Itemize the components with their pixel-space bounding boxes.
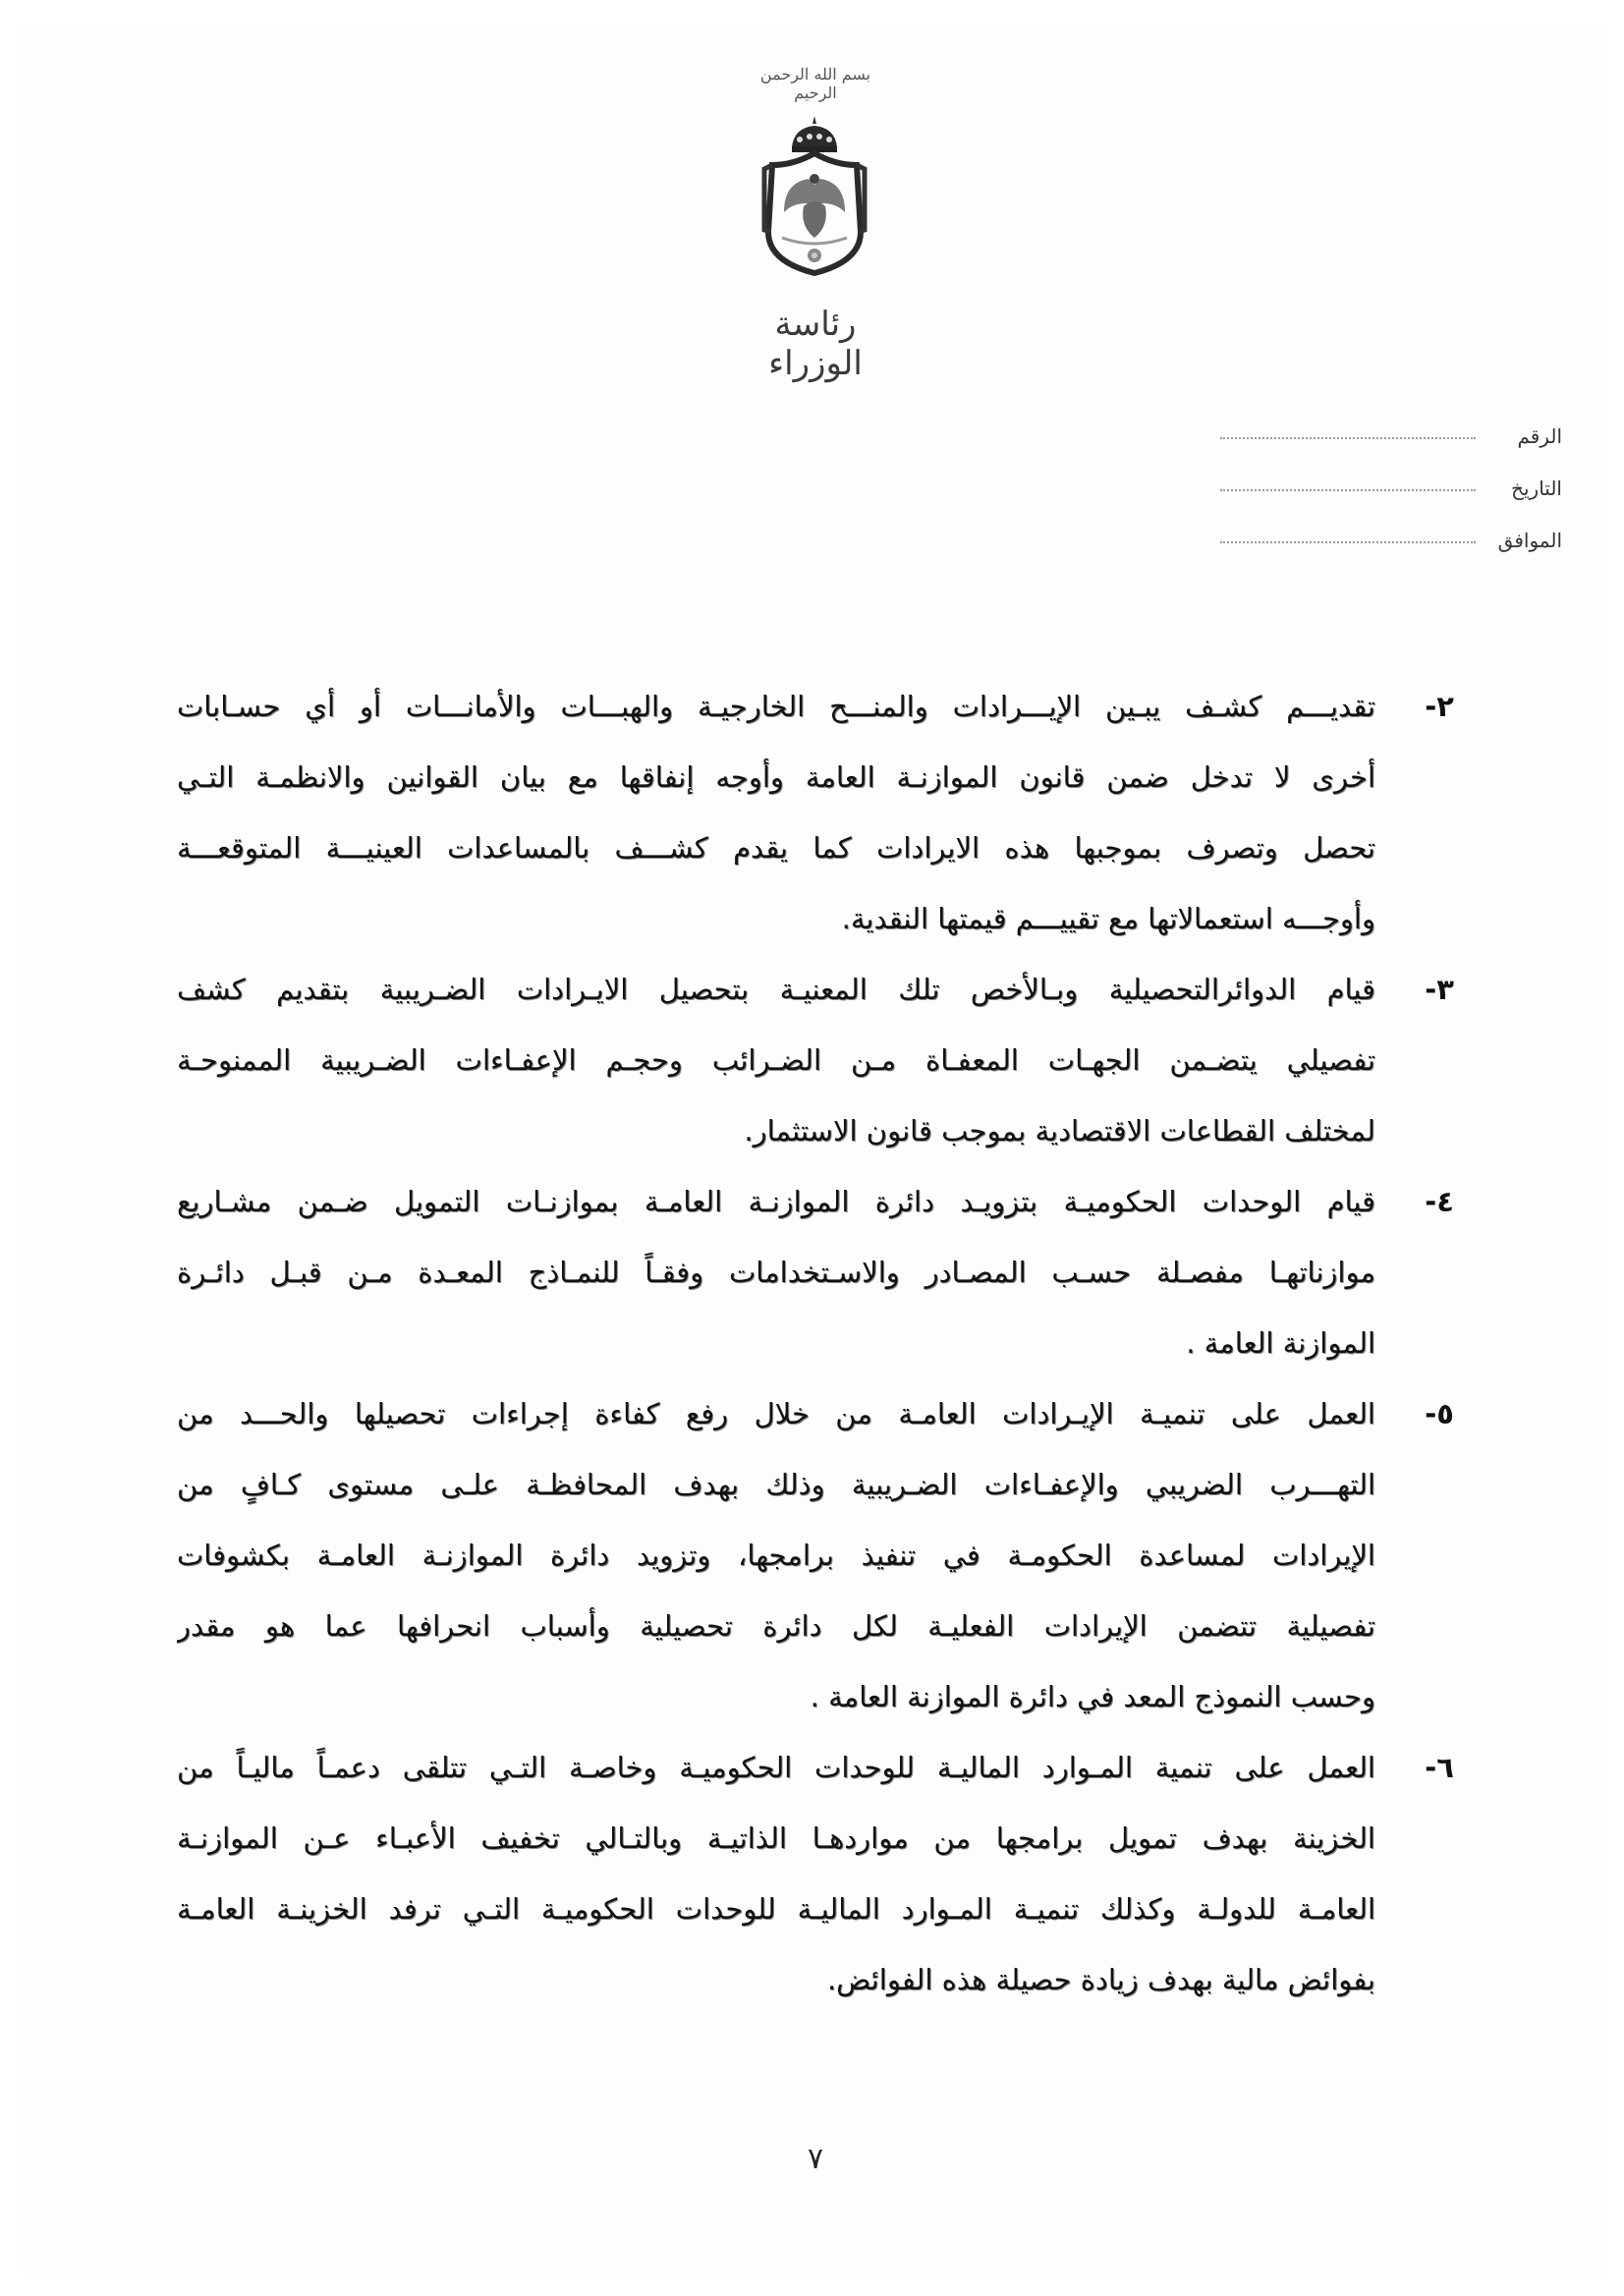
page-number: ٧ xyxy=(807,2142,824,2176)
reference-fields xyxy=(1218,424,1562,581)
item-line: الإيرادات لمساعدة الحكومـة في تنفيذ برامجها، وتزويد دائرة الموازنـة العامـة بكشوفات xyxy=(177,1539,1375,1572)
item-line: العمل على تنمية المـوارد الماليـة للوحدات الحكوميـة وخاصـة التـي تتلقى دعمـاً ماليـاً من xyxy=(177,1751,1375,1784)
item-line: تفصيلية تتضمن الإيرادات الفعليـة لكل دائرة تحصيلية وأسباب انحرافها عما هو مقدر xyxy=(177,1609,1375,1643)
item-number: ٥- xyxy=(1425,1397,1454,1430)
item-line: تحصل وتصرف بموجبها هذه الايرادات كما يقدم كشـــف بالمساعدات العينيـــة المتوقعـــة xyxy=(177,831,1375,865)
item-line: العمل على تنميـة الإيـرادات العامـة من خلال رفع كفاءة إجراءات تحصيلها والحـــد من xyxy=(177,1397,1375,1430)
ref-row-number xyxy=(1218,424,1562,476)
ref-field-number xyxy=(1220,436,1476,439)
list-item-5 xyxy=(177,1378,1454,1732)
list-item-6 xyxy=(177,1732,1454,2015)
item-line: العامـة للدولـة وكذلك تنميـة المـوارد الماليـة للوحدات الحكوميـة التـي ترفد الخزينـة العامـة xyxy=(177,1892,1375,1926)
ref-label-date: التاريخ xyxy=(1511,476,1562,500)
item-line: وأوجـــه استعمالاتها مع تقييـــم قيمتها النقدية. xyxy=(841,902,1375,935)
item-line: أخرى لا تدخل ضمن قانون الموازنـة العامة وأوجه إنفاقها مع بيان القوانين والانظمـة التـي xyxy=(177,760,1375,794)
list-item-2 xyxy=(177,671,1454,954)
jordan-coat-of-arms-icon xyxy=(755,114,874,277)
item-line: تفصيلي يتضـمن الجهـات المعفـاة مـن الضـرائب وحجـم الإعفـاءات الضـريبية الممنوحـة xyxy=(177,1043,1375,1077)
office-name: رئاسة الوزراء xyxy=(768,305,863,383)
list-item-3 xyxy=(177,954,1454,1166)
item-number: ٣- xyxy=(1425,973,1454,1006)
ref-label-number: الرقم xyxy=(1517,424,1562,448)
letterhead xyxy=(0,0,1624,383)
ref-field-corresponding xyxy=(1220,540,1476,543)
item-number: ٢- xyxy=(1425,690,1454,723)
item-line: الموازنة العامة . xyxy=(1186,1326,1375,1360)
numbered-list xyxy=(177,671,1454,2015)
item-line: تقديـــم كشـف يبـين الإيـــرادات والمنـــح الخارجيـة والهبـــات والأمانـــات أو أي حسـابات xyxy=(177,690,1375,723)
item-line: لمختلف القطاعات الاقتصادية بموجب قانون الاستثمار. xyxy=(744,1114,1375,1148)
item-line: موازناتهـا مفصـلة حسـب المصـادر والاسـتخدامات وفقـاً للنمـاذج المعـدة مـن قبـل دائـرة xyxy=(177,1256,1375,1289)
item-line: قيام الوحدات الحكوميـة بتزويـد دائرة الموازنـة العامـة بموازنـات التمويل ضـمن مشـاريع xyxy=(177,1185,1375,1218)
item-number: ٤- xyxy=(1425,1185,1454,1218)
item-line: قيام الدوائرالتحصيلية وبـالأخص تلك المعنيـة بتحصيل الايـرادات الضـريبية بتقديم كشف xyxy=(177,973,1375,1006)
ref-field-date xyxy=(1220,488,1476,491)
ref-row-corresponding xyxy=(1218,529,1562,581)
item-number: ٦- xyxy=(1425,1751,1454,1784)
basmala-text: بسم الله الرحمن الرحيم xyxy=(759,65,871,102)
item-line: وحسب النموذج المعد في دائرة الموازنة العامة . xyxy=(810,1680,1375,1713)
item-line: الخزينة بهدف تمويل برامجها من مواردهـا الذاتيـة وبالتـالي تخفيف الأعبـاء عـن الموازنـة xyxy=(177,1821,1375,1855)
item-line: التهـــرب الضريبي والإعفـاءات الضـريبية وذلك بهدف المحافظـة علـى مستوى كـافٍ من xyxy=(177,1468,1375,1501)
list-item-4 xyxy=(177,1166,1454,1378)
ref-row-date xyxy=(1218,476,1562,529)
ref-label-corresponding: الموافق xyxy=(1497,529,1562,552)
item-line: بفوائض مالية بهدف زيادة حصيلة هذه الفوائض. xyxy=(826,1963,1375,1996)
